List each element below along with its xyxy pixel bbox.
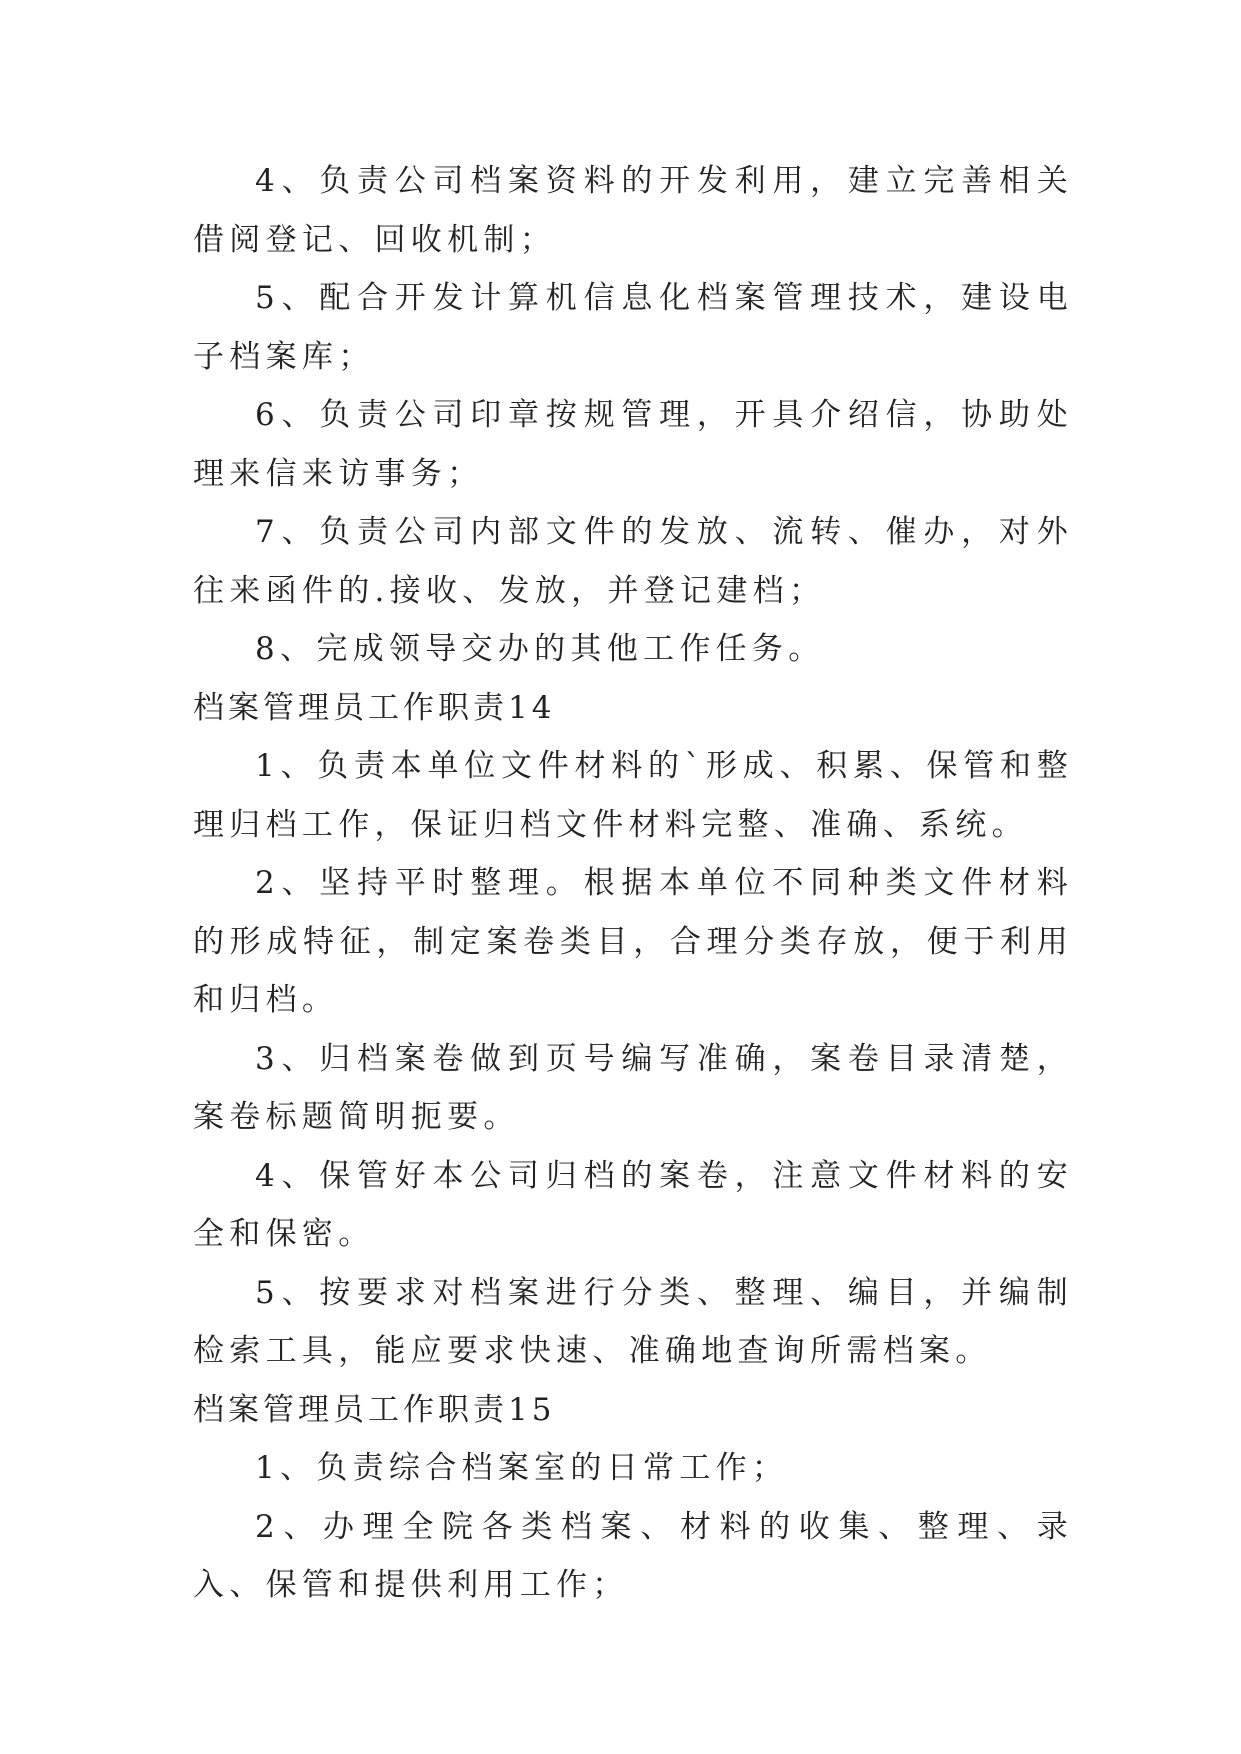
paragraph: 1、负责本单位文件材料的`形成、积累、保管和整理归档工作，保证归档文件材料完整、准确、系统。 (193, 748, 1073, 843)
paragraph: 5、按要求对档案进行分类、整理、编目，并编制检索工具，能应要求快速、准确地查询所需档案。 (193, 1274, 1073, 1369)
paragraph: 5、配合开发计算机信息化档案管理技术，建设电子档案库； (193, 280, 1073, 375)
paragraph: 8、完成领导交办的其他工作任务。 (255, 631, 825, 667)
paragraph: 2、办理全院各类档案、材料的收集、整理、录入、保管和提供利用工作； (193, 1508, 1073, 1603)
paragraph: 4、保管好本公司归档的案卷，注意文件材料的安全和保密。 (193, 1157, 1073, 1252)
paragraph: 1、负责综合档案室的日常工作； (255, 1450, 789, 1486)
document-body (193, 152, 1073, 1615)
paragraph: 6、负责公司印章按规管理，开具介绍信，协助处理来信来访事务； (193, 397, 1073, 492)
paragraph: 2、坚持平时整理。根据本单位不同种类文件材料的形成特征，制定案卷类目，合理分类存放，便于利用和归档。 (193, 865, 1073, 1018)
paragraph: 3、归档案卷做到页号编写准确，案卷目录清楚，案卷标题简明扼要。 (193, 1040, 1073, 1135)
section-heading: 档案管理员工作职责14 (193, 689, 556, 726)
paragraph: 4、负责公司档案资料的开发利用，建立完善相关借阅登记、回收机制； (193, 163, 1073, 258)
paragraph: 7、负责公司内部文件的发放、流转、催办，对外往来函件的.接收、发放，并登记建档； (193, 514, 1073, 609)
section-heading: 档案管理员工作职责15 (193, 1391, 556, 1428)
